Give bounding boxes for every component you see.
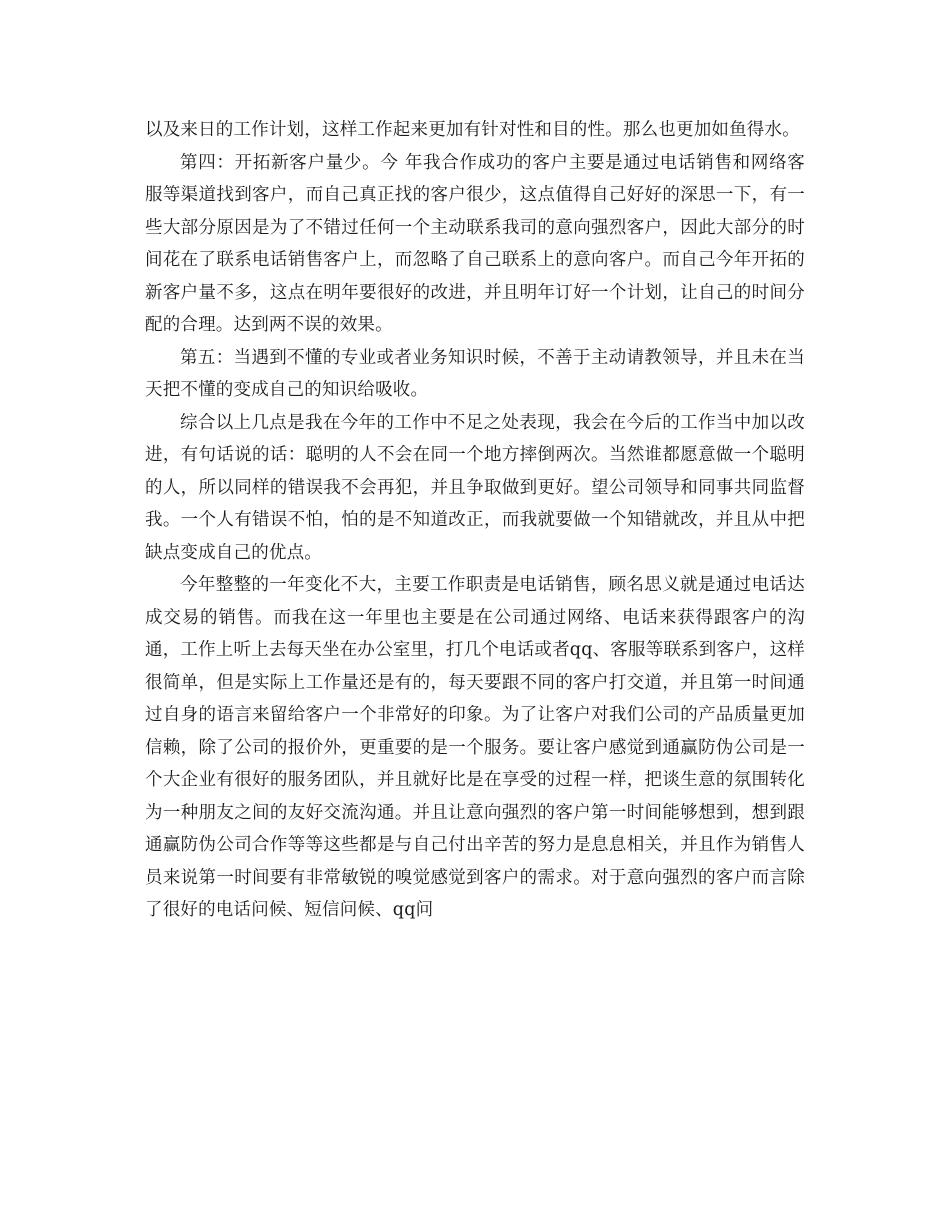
paragraph-annual-review: 今年整整的一年变化不大，主要工作职责是电话销售，顾名思义就是通过电话达成交易的销售。而我在这一年里也主要是在公司通过网络、电话来获得跟客户的沟通，工作上听上去每天坐在办公室里，打几个电话或者qq、客服等联系到客户，这样很简单，但是实际上工作量还是有的，每天要跟不同的客户打交道，并且第一时间通过自身的语言来留给客户一个非常好的印象。为了让客户对我们公司的产品质量更加信赖，除了公司的报价外，更重要的是一个服务。要让客户感觉到通赢防伪公司是一个大企业有很好的服务团队，并且就好比是在享受的过程一样，把谈生意的氛围转化为一种朋友之间的友好交流沟通。并且让意向强烈的客户第一时间能够想到，想到跟通赢防伪公司合作等等这些都是与自己付出辛苦的努力是息息相关，并且作为销售人员来说第一时间要有非常敏锐的嗅觉感觉到客户的需求。对于意向强烈的客户而言除了很好的电话问候、短信问候、qq问: [145, 575, 806, 920]
paragraph-continuation: 以及来日的工作计划，这样工作起来更加有针对性和目的性。那么也更加如鱼得水。: [145, 120, 800, 140]
paragraph-point-five: 第五：当遇到不懂的专业或者业务知识时候，不善于主动请教领导，并且未在当天把不懂的变成自己的知识给吸收。: [145, 347, 805, 400]
document-body: [145, 114, 805, 927]
paragraph-point-four: 第四：开拓新客户量少。今 年我合作成功的客户主要是通过电话销售和网络客服等渠道找到客户，而自己真正找的客户很少，这点值得自己好好的深思一下，有一些大部分原因是为了不错过任何一个主动联系我司的意向强烈客户，因此大部分的时间花在了联系电话销售客户上，而忽略了自己联系上的意向客户。而自己今年开拓的新客户量不多，这点在明年要很好的改进，并且明年订好一个计划，让自己的时间分配的合理。达到两不误的效果。: [145, 152, 805, 335]
paragraph-summary: 综合以上几点是我在今年的工作中不足之处表现，我会在今后的工作当中加以改进，有句话说的话：聪明的人不会在同一个地方摔倒两次。当然谁都愿意做一个聪明的人，所以同样的错误我不会再犯，并且争取做到更好。望公司领导和同事共同监督我。一个人有错误不怕，怕的是不知道改正，而我就要做一个知错就改，并且从中把缺点变成自己的优点。: [145, 412, 805, 563]
